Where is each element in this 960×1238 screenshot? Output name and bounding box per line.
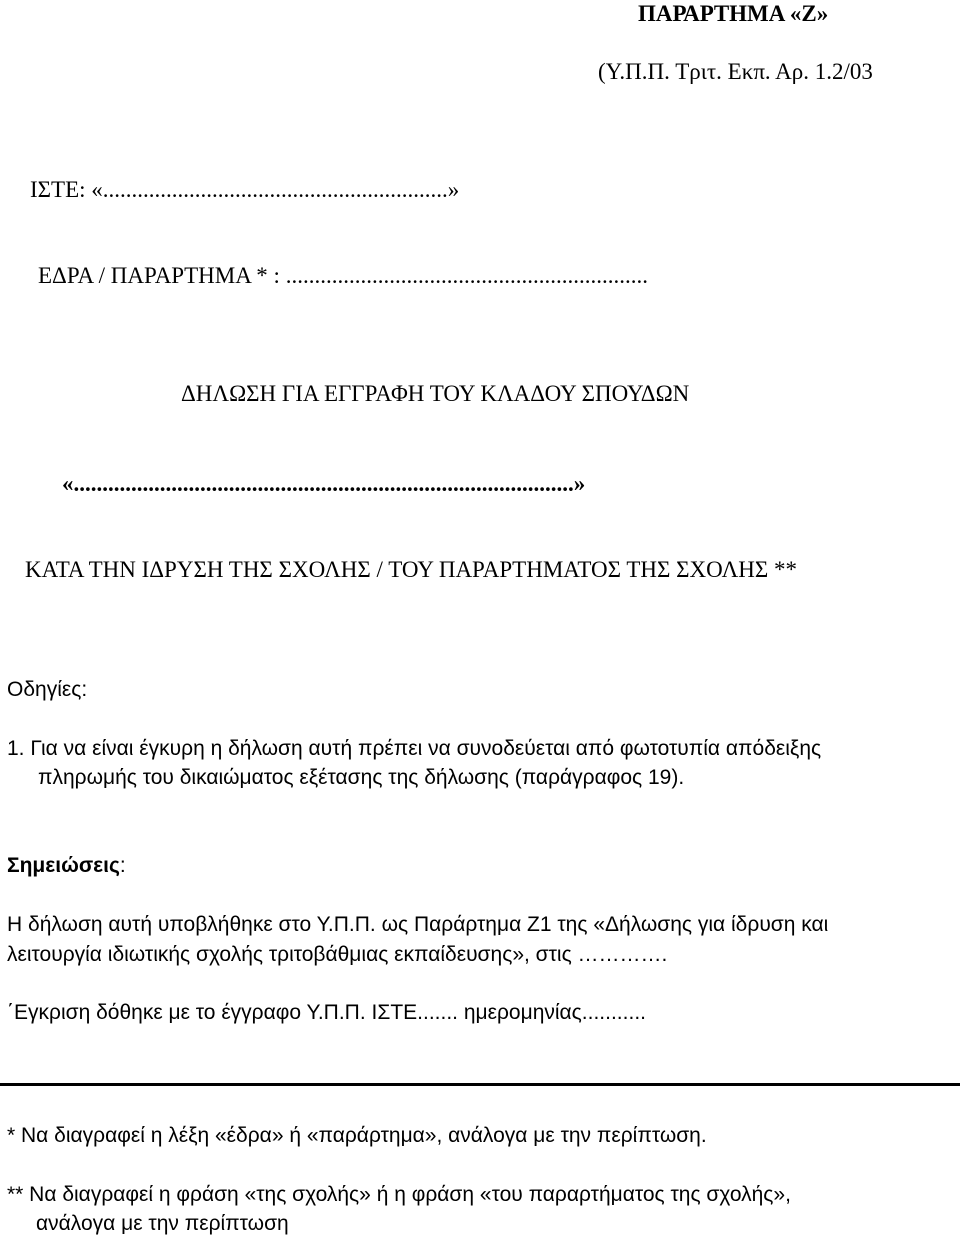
- iste-field: ΙΣΤΕ: «............................................................»: [30, 177, 460, 202]
- notes-heading-colon: :: [119, 854, 126, 877]
- reference-number: (Υ.Π.Π. Τριτ. Εκπ. Αρ. 1.2/03: [598, 59, 873, 84]
- separator-line: [0, 1083, 960, 1086]
- notes-line-1: Η δήλωση αυτή υποβλήθηκε στο Υ.Π.Π. ως Παράρτημα Ζ1 της «Δήλωσης για ίδρυση και: [7, 913, 829, 936]
- instruction-item-1-cont: πληρωμής του δικαιώματος εξέτασης της δήλωσης (παράγραφος 19).: [38, 766, 685, 789]
- annex-title: ΠΑΡΑΡΤΗΜΑ «Ζ»: [638, 1, 829, 26]
- instruction-item-1: 1. Για να είναι έγκυρη η δήλωση αυτή πρέπει να συνοδεύεται από φωτοτυπία απόδειξης: [7, 737, 822, 760]
- notes-heading-label: Σημειώσεις: [7, 854, 120, 877]
- footnote-1: * Να διαγραφεί η λέξη «έδρα» ή «παράρτημα», ανάλογα με την περίπτωση.: [7, 1124, 707, 1147]
- notes-heading: [7, 852, 126, 880]
- program-field: «.......................................................................................»: [62, 471, 586, 496]
- instructions-heading: Οδηγίες:: [7, 678, 88, 701]
- approval-line: ΄Εγκριση δόθηκε με το έγγραφο Υ.Π.Π. ΙΣΤΕ....... ημερομηνίας...........: [7, 1001, 646, 1024]
- edra-field: ΕΔΡΑ / ΠΑΡΑΡΤΗΜΑ * : ...............................................................: [38, 263, 648, 288]
- declaration-subheading: ΚΑΤΑ ΤΗΝ ΙΔΡΥΣΗ ΤΗΣ ΣΧΟΛΗΣ / ΤΟΥ ΠΑΡΑΡΤΗΜΑΤΟΣ ΤΗΣ ΣΧΟΛΗΣ **: [25, 557, 798, 582]
- declaration-heading: ΔΗΛΩΣΗ ΓΙΑ ΕΓΓΡΑΦΗ ΤΟΥ ΚΛΑΔΟΥ ΣΠΟΥΔΩΝ: [181, 381, 690, 406]
- notes-line-2: λειτουργία ιδιωτικής σχολής τριτοβάθμιας εκπαίδευσης», στις ………….: [7, 943, 668, 966]
- footnote-2: ** Να διαγραφεί η φράση «της σχολής» ή η φράση «του παραρτήματος της σχολής»,: [7, 1183, 791, 1206]
- footnote-2-cont: ανάλογα με την περίπτωση: [36, 1212, 289, 1235]
